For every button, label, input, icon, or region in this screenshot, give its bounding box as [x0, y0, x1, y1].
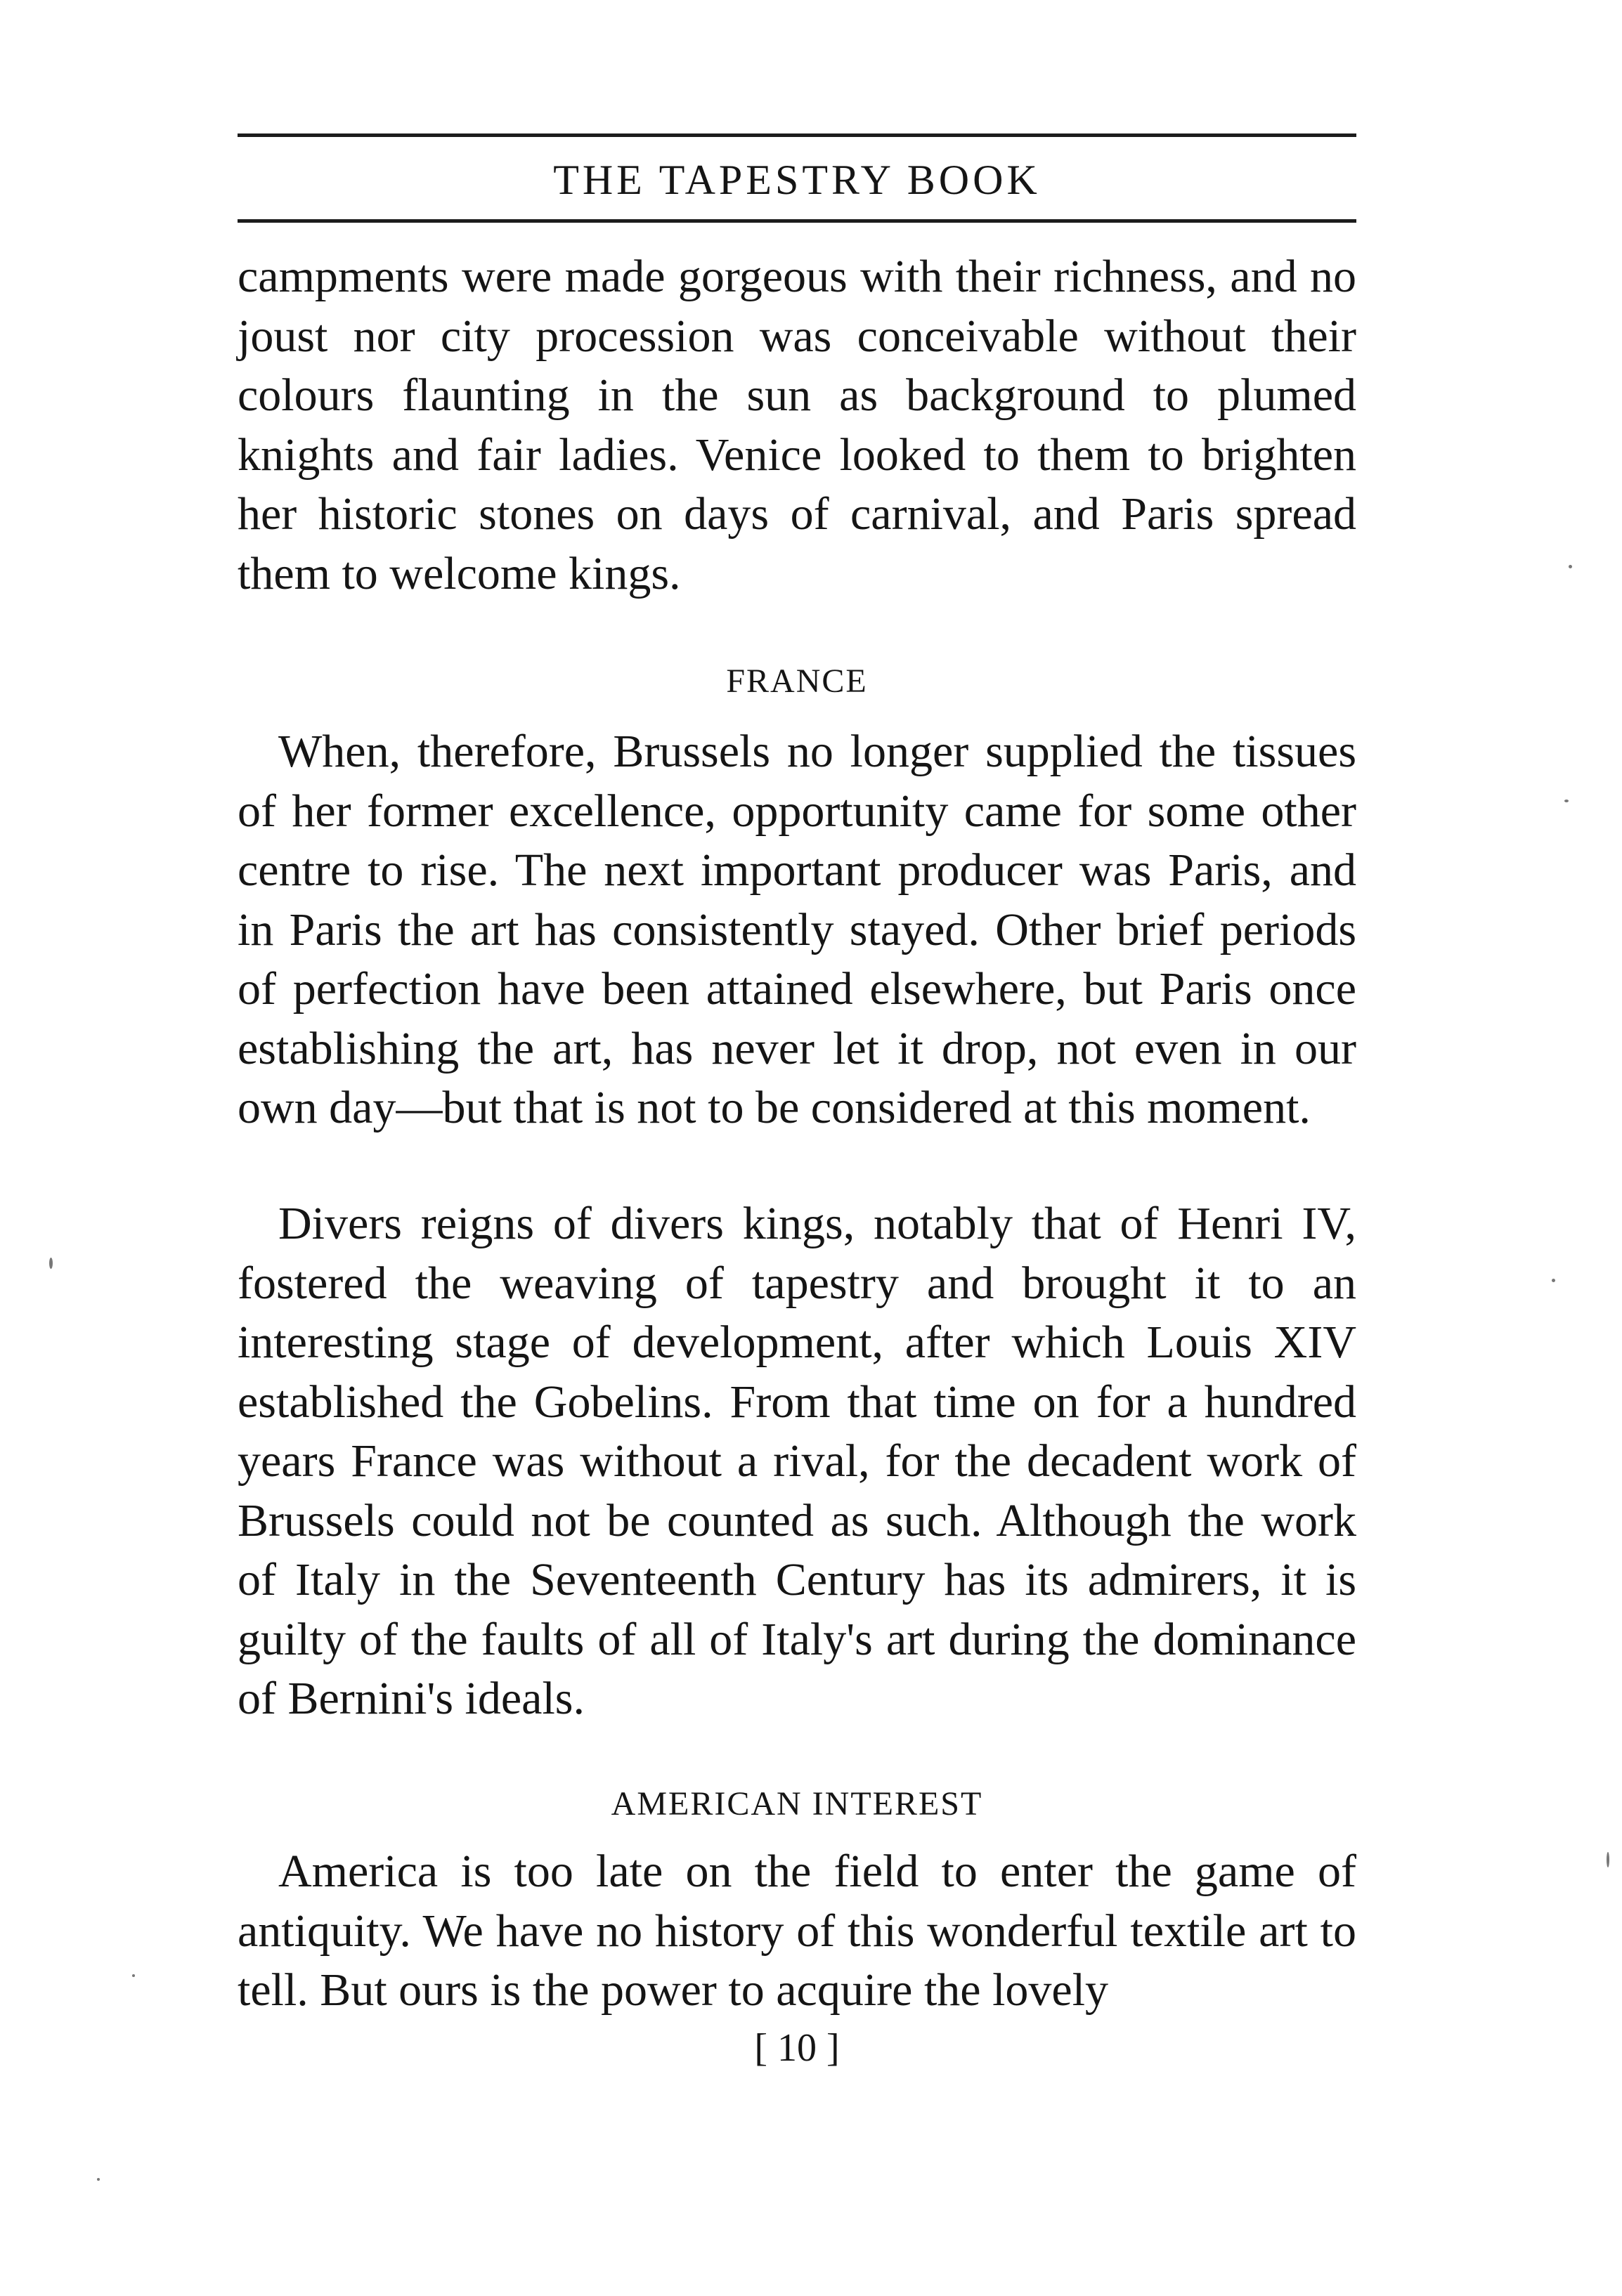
section-heading-france: FRANCE [726, 663, 868, 700]
paragraph-france-2: Divers reigns of divers kings, notably that of Henri IV, fostered the weaving of tapestry and brought it to an interesting stage of development, after which Louis XIV established the Gobelins. From that time on for a hundred years France was without a rival, for the decadent work of Brussels could not be counted as such. Although the work of Italy in the Seventeenth Century has its admirers, it is guilty of the faults of all of Italy's art during the dominance of Bernini's ideals. [238, 1198, 1356, 1724]
header-bottom-rule [238, 219, 1356, 223]
section-heading-american-interest: AMERICAN INTEREST [611, 1785, 983, 1822]
page-speck [1552, 1279, 1555, 1282]
page-speck [1564, 800, 1569, 802]
page-speck [1607, 1852, 1609, 1867]
page-speck [1569, 565, 1572, 568]
paragraph-intro: campments were made gorgeous with their richness, and no joust nor city procession was conceivable without their colours flaunting in the sun as background to plumed knights and fair ladies. Venice looked to them to brighten her historic stones on days of carnival, and Paris spread them to welcome kings. [238, 251, 1356, 599]
page-speck [132, 1974, 135, 1977]
paragraph-france-1: When, therefore, Brussels no longer supplied the tissues of her former excellence, opportunity came for some other centre to rise. The next important producer was Paris, and in Paris the art has consistently stayed. Other brief periods of perfection have been attained elsewhere, but Paris once establishing the art, has never let it drop, not even in our own day—but that is not to be considered at this moment. [238, 726, 1356, 1133]
paragraph-american-1: America is too late on the field to enter the game of antiquity. We have no history of this wonderful textile art to tell. But ours is the power to acquire the lovely [238, 1846, 1356, 2016]
header-top-rule [238, 133, 1356, 137]
page-number: [ 10 ] [754, 2026, 840, 2070]
page-speck [49, 1258, 53, 1269]
page-speck [97, 2178, 100, 2181]
running-head: THE TAPESTRY BOOK [553, 157, 1041, 203]
